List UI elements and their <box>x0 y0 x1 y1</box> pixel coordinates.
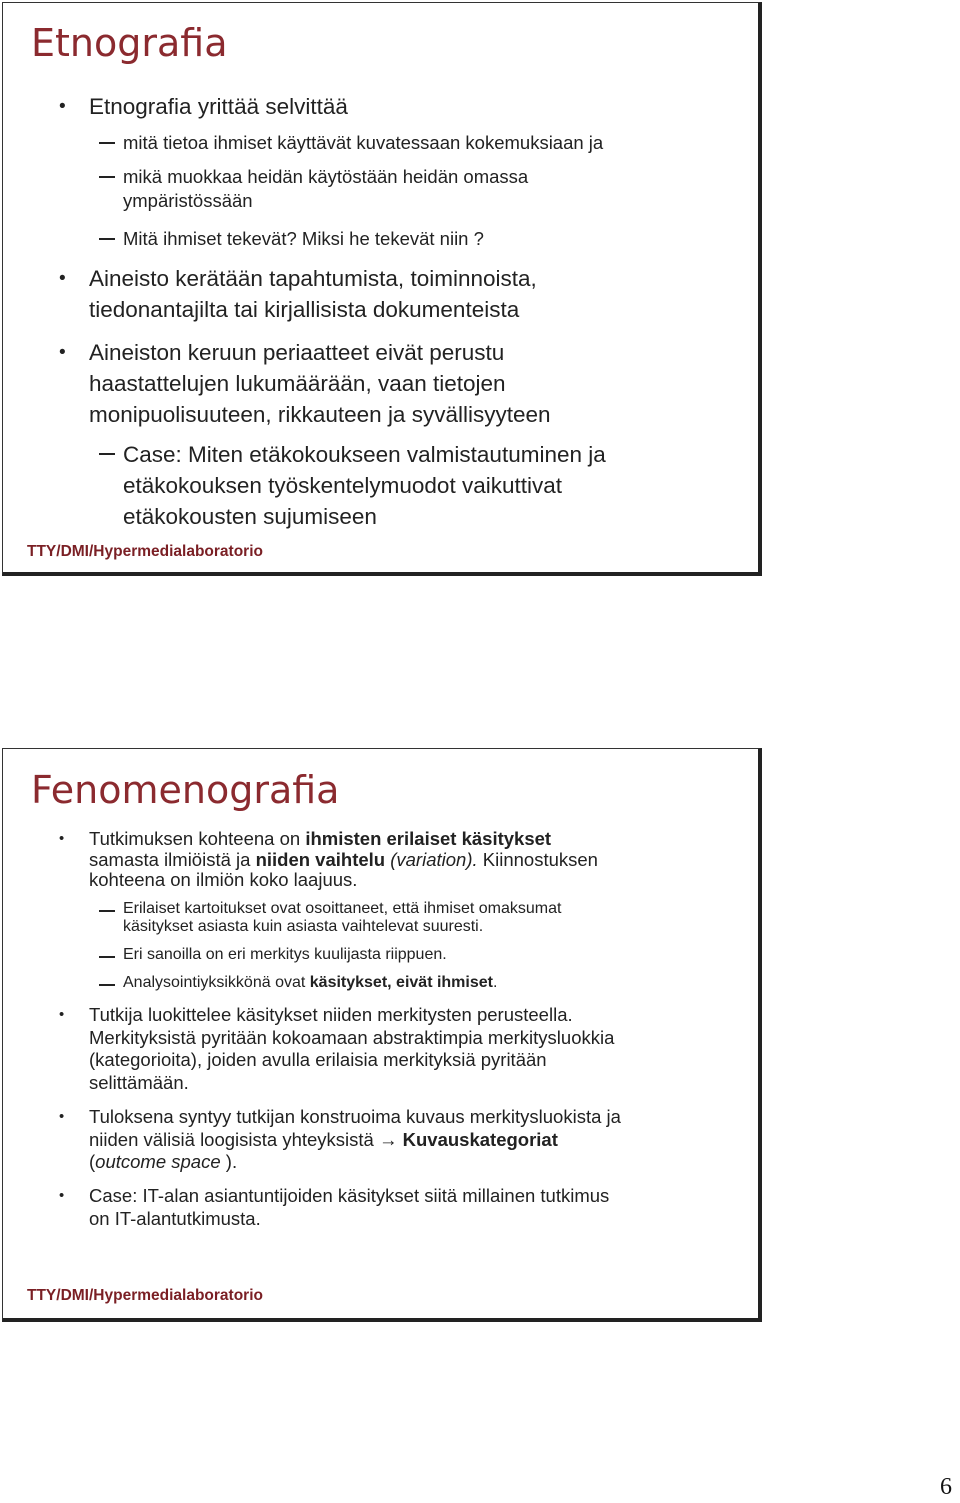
bullet-text-bold: Kuvauskategoriat <box>397 1128 558 1150</box>
slide-title: Fenomenografia <box>31 768 340 812</box>
bullet-text: kohteena on ilmiön koko laajuus. <box>89 869 358 890</box>
bullet-text: Aineiston keruun periaatteet eivät perustu <box>89 340 505 365</box>
sub-bullet-item <box>123 165 743 213</box>
bullet-text: (kategorioita), joiden avulla erilaisia merkityksiä pyritään <box>89 1049 547 1070</box>
sub-bullet-text: Eri sanoilla on eri merkitys kuulijasta riippuen. <box>123 946 447 963</box>
sub-bullet-text: Case: Miten etäkokoukseen valmistautuminen ja <box>123 442 606 467</box>
bullet-text: ). <box>220 1151 238 1172</box>
bullet-text: ( <box>89 1151 96 1172</box>
bullet-item <box>89 263 749 325</box>
slide-title: Etnografia <box>31 21 228 65</box>
slide-footer: TTY/DMI/Hypermedialaboratorio <box>27 1287 263 1304</box>
bullet-text: Tutkija luokittelee käsitykset niiden merkitysten perusteella. <box>89 1004 573 1025</box>
bullet-text-italic: outcome space <box>95 1151 221 1172</box>
sub-bullet-item <box>123 974 743 992</box>
bullet-text: Tuloksena syntyy tutkijan konstruoima kuvaus merkitysluokista ja <box>89 1106 621 1127</box>
slide-footer: TTY/DMI/Hypermedialaboratorio <box>27 543 263 560</box>
sub-bullet-item <box>123 439 743 532</box>
bullet-text: Aineisto kerätään tapahtumista, toiminnoista, <box>89 266 537 291</box>
bullet-item <box>89 337 749 430</box>
page-number: 6 <box>940 1474 952 1500</box>
bullet-text: samasta ilmiöistä ja <box>89 848 256 870</box>
sub-bullet-text: ympäristössään <box>123 190 253 211</box>
slide-fenomenografia <box>2 748 762 1322</box>
bullet-text: monipuolisuuteen, rikkauteen ja syvällisyyteen <box>89 402 551 427</box>
bullet-text-italic: (variation). <box>390 848 478 870</box>
bullet-item <box>89 1185 749 1230</box>
arrow-right-icon: → <box>378 1128 398 1150</box>
bullet-text-bold: niiden vaihtelu <box>255 848 386 870</box>
bullet-text: Kiinnostuksen <box>477 848 598 870</box>
bullet-text: niiden välisiä loogisista yhteyksistä <box>89 1128 379 1150</box>
bullet-text: haastattelujen lukumäärään, vaan tietojen <box>89 371 506 396</box>
bullet-item <box>89 1004 749 1094</box>
sub-bullet-text: etäkokouksen työskentelymuodot vaikuttivat <box>123 473 562 498</box>
bullet-text: Etnografia yrittää selvittää <box>89 94 348 119</box>
bullet-text: selittämään. <box>89 1071 189 1093</box>
sub-bullet-text: mikä muokkaa heidän käytöstään heidän omassa <box>123 166 529 187</box>
sub-bullet-item <box>123 131 743 155</box>
sub-bullet-text: Erilaiset kartoitukset ovat osoittaneet, että ihmiset omaksumat <box>123 900 562 917</box>
sub-bullet-text: mitä tietoa ihmiset käyttävät kuvatessaan kokemuksiaan ja <box>123 132 604 153</box>
bullet-text-bold: ihmisten erilaiset käsitykset <box>305 828 552 849</box>
sub-bullet-text: Analysointiyksikkönä ovat <box>123 974 310 991</box>
bullet-text: Merkityksistä pyritään kokoamaan abstraktimpia merkitysluokkia <box>89 1026 615 1048</box>
sub-bullet-text-bold: käsitykset, eivät ihmiset <box>309 974 493 991</box>
sub-bullet-text: . <box>492 974 498 991</box>
bullet-text: Tutkimuksen kohteena on <box>89 828 306 849</box>
sub-bullet-text: etäkokousten sujumiseen <box>123 504 377 529</box>
sub-bullet-item <box>123 227 743 251</box>
bullet-text: on IT-alantutkimusta. <box>89 1207 261 1229</box>
bullet-item <box>89 1106 749 1174</box>
sub-bullet-text: käsitykset asiasta kuin asiasta vaihtelevat suuresti. <box>123 918 484 935</box>
sub-bullet-item <box>123 946 743 964</box>
sub-bullet-item <box>123 900 743 936</box>
sub-bullet-text: Mitä ihmiset tekevät? Miksi he tekevät niin ? <box>123 228 484 249</box>
bullet-text: tiedonantajilta tai kirjallisista dokumenteista <box>89 297 520 322</box>
slide-etnografia <box>2 2 762 576</box>
bullet-item <box>89 829 749 891</box>
bullet-item <box>89 91 749 122</box>
bullet-text: Case: IT-alan asiantuntijoiden käsitykset siitä millainen tutkimus <box>89 1185 610 1206</box>
